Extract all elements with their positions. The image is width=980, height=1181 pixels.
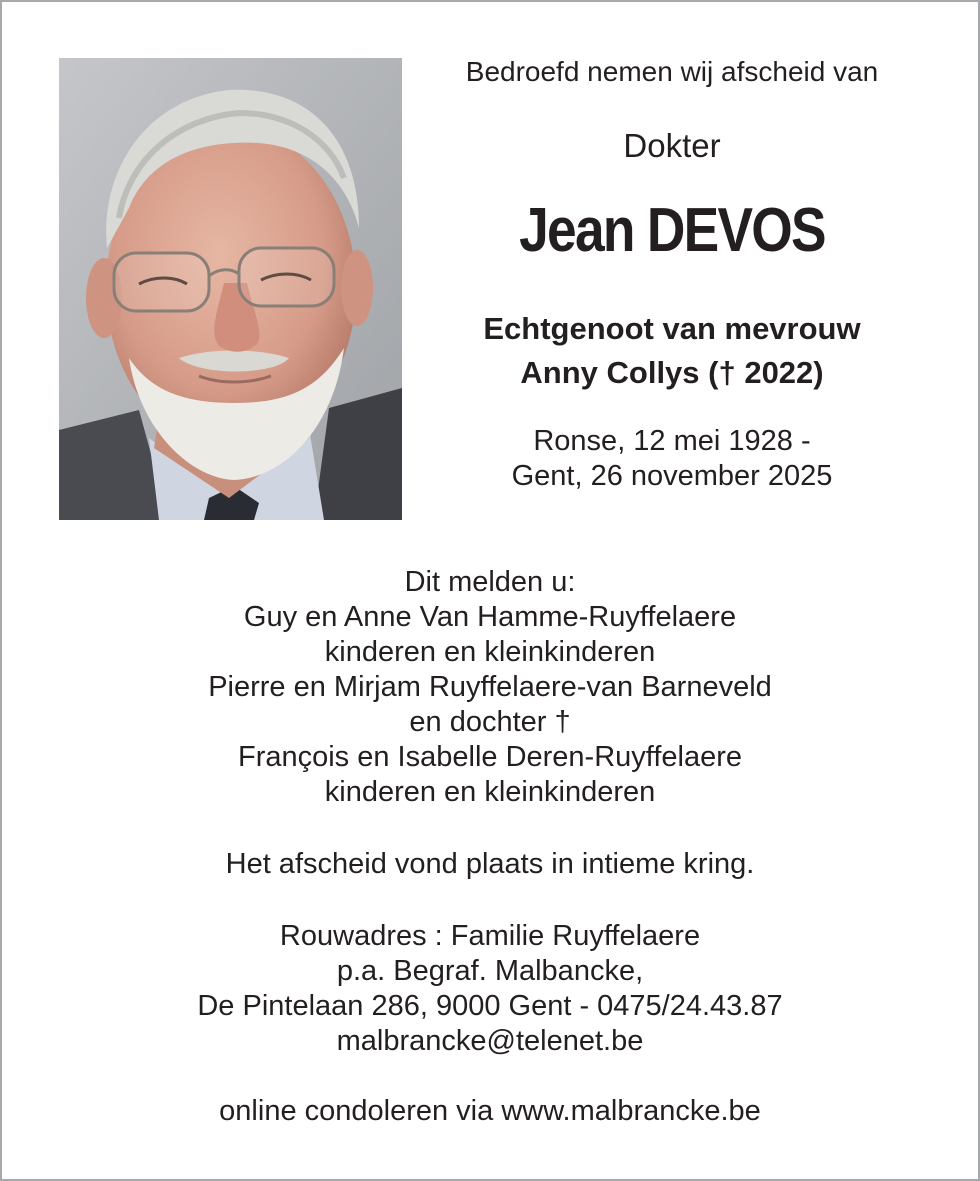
- portrait-photo: [59, 58, 402, 520]
- address-line: De Pintelaan 286, 9000 Gent - 0475/24.43.87: [197, 990, 783, 1022]
- family-line: en dochter †: [409, 706, 571, 738]
- family-line: kinderen en kleinkinderen: [324, 776, 656, 808]
- family-line: kinderen en kleinkinderen: [324, 636, 656, 668]
- email-text: malbrancke@telenet.be: [336, 1025, 644, 1057]
- spouse-line: Echtgenoot van mevrouw: [483, 311, 861, 346]
- deceased-name: Jean DEVOS: [519, 196, 825, 265]
- family-line: Pierre en Mirjam Ruyffelaere-van Barneveld: [208, 671, 772, 703]
- birth-death-dates: [432, 424, 912, 494]
- mourning-address: [0, 919, 980, 1059]
- family-line: Guy en Anne Van Hamme-Ruyffelaere: [243, 601, 737, 633]
- spouse-info: [432, 307, 912, 395]
- address-line: Rouwadres : Familie Ruyffelaere: [279, 920, 701, 952]
- family-line: François en Isabelle Deren-Ruyffelaere: [237, 741, 742, 773]
- family-line: Dit melden u:: [404, 566, 576, 598]
- farewell-text: Het afscheid vond plaats in intieme kring.: [225, 848, 755, 880]
- birth-line: Ronse, 12 mei 1928 -: [533, 425, 811, 457]
- address-line: p.a. Begraf. Malbancke,: [336, 955, 644, 987]
- spouse-line: Anny Collys († 2022): [520, 355, 824, 390]
- intro-text: Bedroefd nemen wij afscheid van: [465, 56, 879, 87]
- title-text: Dokter: [623, 127, 721, 164]
- online-condolence-text: online condoleren via www.malbrancke.be: [219, 1095, 761, 1127]
- family-announcement: [0, 565, 980, 810]
- death-line: Gent, 26 november 2025: [511, 460, 833, 492]
